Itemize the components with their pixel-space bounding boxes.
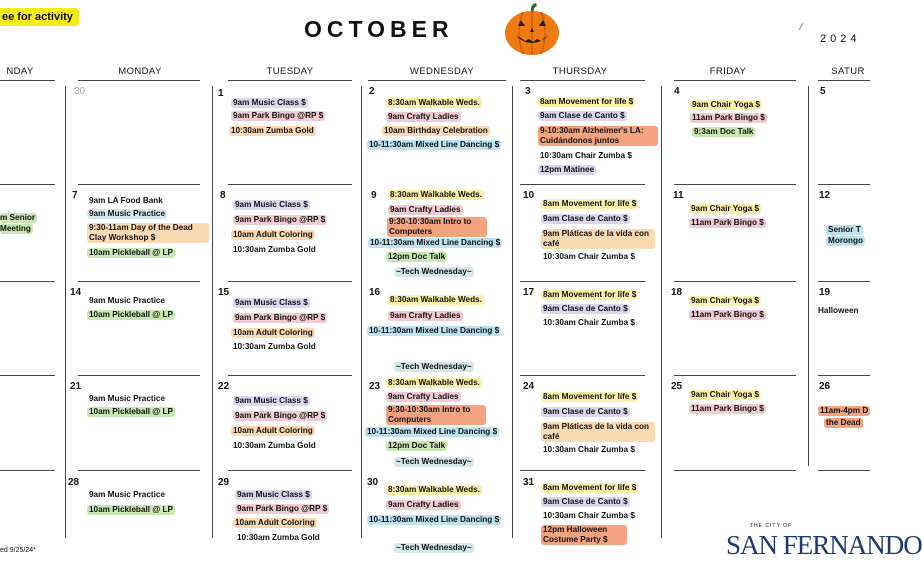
event-item: 8am Movement for life $ — [543, 392, 637, 401]
date-number: 10 — [523, 190, 535, 201]
grid-line — [674, 80, 796, 81]
day-header-friday: FRIDAY — [709, 66, 747, 77]
event-item: 10:30am Chair Zumba $ — [543, 252, 635, 261]
event-item: 10am Birthday Celebration — [384, 126, 488, 135]
event-item: 9am Clase de Canto $ — [543, 407, 628, 416]
event-item: 10-11:30am Mixed Line Dancing $ — [370, 238, 501, 247]
date-number: 19 — [819, 287, 831, 298]
date-number: 3 — [525, 86, 531, 97]
day-header-tuesday: TUESDAY — [266, 66, 314, 77]
event-item: 9am Crafty Ladies — [388, 392, 459, 401]
date-number: 30 — [74, 86, 86, 97]
date-number: 17 — [523, 287, 535, 298]
event-item: 11am-4pm D — [820, 406, 869, 415]
event-item: 9am Park Bingo @RP $ — [235, 215, 326, 224]
event-item: 8am Movement for life $ — [543, 290, 637, 299]
event-item: 8:30am Walkable Weds. — [388, 485, 480, 494]
event-item: 9am Music Class $ — [237, 490, 310, 499]
event-item: 9am Pláticas de la vida con café — [541, 422, 655, 442]
date-number: 22 — [218, 381, 230, 392]
event-item: 9am LA Food Bank — [89, 196, 163, 205]
grid-line — [674, 375, 796, 376]
grid-line — [228, 470, 352, 471]
date-number: 21 — [70, 381, 82, 392]
pumpkin-icon — [503, 2, 561, 56]
date-number: 8 — [220, 190, 226, 201]
event-item: 10am Pickleball @ LP — [89, 407, 173, 416]
event-item: 9am Music Practice — [89, 296, 166, 305]
event-item: 9am Crafty Ladies — [388, 500, 459, 509]
event-item: Meeting — [0, 224, 31, 233]
date-number: 30 — [367, 477, 379, 488]
event-item: the Dead — [826, 418, 861, 427]
event-item: Morongo — [828, 236, 864, 245]
date-number: 28 — [68, 477, 80, 488]
grid-line — [0, 80, 55, 81]
event-item: 8:30am Walkable Weds. — [388, 98, 480, 107]
date-number: 24 — [523, 381, 535, 392]
event-item: 10:30am Zumba Gold — [233, 441, 316, 450]
fee-note: ee for activity — [0, 8, 79, 26]
event-item: 10:30am Chair Zumba $ — [540, 151, 632, 160]
event-item: 9am Chair Yoga $ — [691, 296, 759, 305]
grid-line — [361, 86, 362, 538]
event-item: 9am Music Class $ — [233, 98, 306, 107]
date-number: 31 — [523, 477, 535, 488]
event-item: 10:30am Chair Zumba $ — [543, 445, 635, 454]
event-item: 9am Music Class $ — [235, 298, 308, 307]
day-header-saturday: SATUR — [831, 66, 865, 77]
grid-line — [78, 470, 200, 471]
grid-line — [0, 184, 55, 185]
event-item: 9am Music Practice — [89, 394, 166, 403]
event-item: 9am Pláticas de la vida con café — [541, 229, 655, 249]
event-item: 10am Adult Coloring — [235, 518, 315, 527]
event-item: 12pm Doc Talk — [388, 441, 446, 450]
event-item: 9am Clase de Canto $ — [540, 111, 625, 120]
date-number: 2 — [369, 86, 375, 97]
event-item: ~Tech Wednesday~ — [396, 543, 472, 552]
event-item: 11am Park Bingo $ — [691, 404, 764, 413]
grid-line — [78, 375, 200, 376]
event-item: 9am Clase de Canto $ — [543, 497, 628, 506]
grid-line — [0, 375, 55, 376]
grid-line — [808, 86, 809, 466]
date-number: 9 — [371, 190, 377, 201]
event-item: 8am Movement for life $ — [543, 199, 637, 208]
grid-line — [520, 375, 645, 376]
grid-line — [368, 80, 506, 81]
grid-line — [228, 184, 352, 185]
date-number: 12 — [819, 190, 831, 201]
year-label: 2024 — [820, 33, 861, 45]
event-item: 9am Chair Yoga $ — [691, 390, 759, 399]
event-item: 9am Music Class $ — [235, 396, 308, 405]
event-item: 9:30-11am Day of the Dead Clay Workshop $ — [87, 223, 209, 243]
event-item: 10:30am Chair Zumba $ — [543, 318, 635, 327]
event-item: 9am Chair Yoga $ — [691, 204, 759, 213]
grid-line — [818, 375, 870, 376]
event-item: 12pm Halloween Costume Party $ — [541, 525, 627, 545]
event-item: 9:30-10:30am Intro to Computers — [387, 217, 487, 237]
event-item: 9am Park Bingo @RP $ — [237, 504, 328, 513]
event-item: ~Tech Wednesday~ — [396, 267, 472, 276]
grid-line — [818, 470, 870, 471]
event-item: 9am Music Practice — [89, 209, 166, 218]
event-item: 9:30-10:30am Intro to Computers — [386, 405, 486, 425]
event-item: 12pm Matinee — [540, 165, 595, 174]
event-item: 9am Clase de Canto $ — [543, 304, 628, 313]
date-number: 23 — [369, 381, 381, 392]
event-item: 10-11:30am Mixed Line Dancing $ — [369, 515, 500, 524]
event-item: 9am Chair Yoga $ — [692, 100, 760, 109]
event-item: 9am Crafty Ladies — [390, 311, 461, 320]
event-item: 10-11:30am Mixed Line Dancing $ — [367, 427, 498, 436]
grid-line — [78, 281, 200, 282]
grid-line — [674, 281, 796, 282]
event-item: Senior T — [828, 225, 861, 234]
date-number: 4 — [674, 86, 680, 97]
event-item: ~Tech Wednesday~ — [396, 362, 472, 371]
grid-line — [212, 86, 213, 538]
event-item: 12pm Doc Talk — [388, 252, 446, 261]
city-logo: SAN FERNANDO — [726, 530, 922, 560]
event-item: m Senior — [0, 213, 36, 222]
grid-line — [818, 80, 870, 81]
event-item: 10am Pickleball @ LP — [89, 310, 173, 319]
event-item: ~Tech Wednesday~ — [396, 457, 472, 466]
grid-line — [661, 86, 662, 538]
day-header-sunday: NDAY — [6, 66, 34, 77]
grid-line — [520, 281, 645, 282]
event-item: 8am Movement for life $ — [543, 483, 637, 492]
event-item: 11am Park Bingo $ — [692, 113, 765, 122]
event-item: 8am Movement for life $ — [540, 97, 634, 106]
event-item: 9am Park Bingo @RP $ — [235, 411, 326, 420]
event-item: 9am Crafty Ladies — [388, 112, 459, 121]
event-item: 9:3am Doc Talk — [694, 127, 754, 136]
event-item: 8:30am Walkable Weds. — [390, 190, 482, 199]
date-number: 26 — [819, 381, 831, 392]
event-item: 10am Adult Coloring — [233, 230, 313, 239]
date-number: 16 — [369, 287, 381, 298]
event-item: 10am Adult Coloring — [233, 426, 313, 435]
event-item: 9am Music Practice — [89, 490, 166, 499]
grid-line — [512, 86, 513, 538]
event-item: 9am Crafty Ladies — [390, 205, 461, 214]
grid-line — [65, 86, 66, 538]
event-item: 9-10:30am Alzheimer's LA: Cuidándonos juntos — [538, 126, 658, 146]
grid-line — [818, 184, 870, 185]
grid-line — [674, 184, 796, 185]
grid-line — [520, 80, 645, 81]
event-item: 8:30am Walkable Weds. — [388, 378, 480, 387]
day-header-thursday: THURSDAY — [552, 66, 608, 77]
event-item: 10am Adult Coloring — [233, 328, 313, 337]
date-number: 11 — [673, 190, 684, 201]
grid-line — [78, 80, 200, 81]
event-item: 9am Music Class $ — [235, 200, 308, 209]
event-item: 10:30am Zumba Gold — [237, 533, 320, 542]
date-number: 7 — [72, 190, 78, 201]
month-title: OCTOBER — [304, 16, 454, 42]
event-item: 11am Park Bingo $ — [691, 310, 764, 319]
date-number: 15 — [218, 287, 230, 298]
grid-line — [674, 470, 796, 471]
date-number: 29 — [218, 477, 230, 488]
event-item: Halloween — [818, 306, 859, 315]
grid-line — [228, 375, 352, 376]
event-item: 10:30am Zumba Gold — [233, 342, 316, 351]
grid-line — [818, 281, 870, 282]
day-header-wednesday: WEDNESDAY — [409, 66, 475, 77]
grid-line — [520, 184, 645, 185]
date-number: 14 — [70, 287, 82, 298]
grid-line — [228, 281, 352, 282]
event-item: 10am Pickleball @ LP — [89, 248, 173, 257]
grid-line — [78, 184, 200, 185]
revised-note: ed 9/25/24* — [0, 547, 36, 554]
event-item: 10:30am Zumba Gold — [233, 245, 316, 254]
grid-line — [0, 281, 55, 282]
day-header-monday: MONDAY — [118, 66, 162, 77]
grid-line — [520, 470, 645, 471]
grid-line — [0, 470, 55, 471]
year-divider — [799, 23, 804, 30]
event-item: 10:30am Zumba Gold — [231, 126, 314, 135]
event-item: 9am Park Bingo @RP $ — [233, 111, 324, 120]
grid-line — [228, 80, 352, 81]
event-item: 10am Pickleball @ LP — [89, 505, 173, 514]
event-item: 11am Park Bingo $ — [691, 218, 764, 227]
date-number: 18 — [671, 287, 683, 298]
event-item: 8:30am Walkable Weds. — [390, 295, 482, 304]
date-number: 25 — [671, 381, 683, 392]
date-number: 5 — [820, 86, 826, 97]
event-item: 9am Clase de Canto $ — [543, 214, 628, 223]
event-item: 10-11:30am Mixed Line Dancing $ — [369, 140, 500, 149]
date-number: 1 — [218, 88, 224, 99]
event-item: 9am Park Bingo @RP $ — [235, 313, 326, 322]
event-item: 10:30am Chair Zumba $ — [543, 511, 635, 520]
city-logo-caption: THE CITY OF — [750, 523, 793, 529]
event-item: 10-11:30am Mixed Line Dancing $ — [369, 326, 500, 335]
